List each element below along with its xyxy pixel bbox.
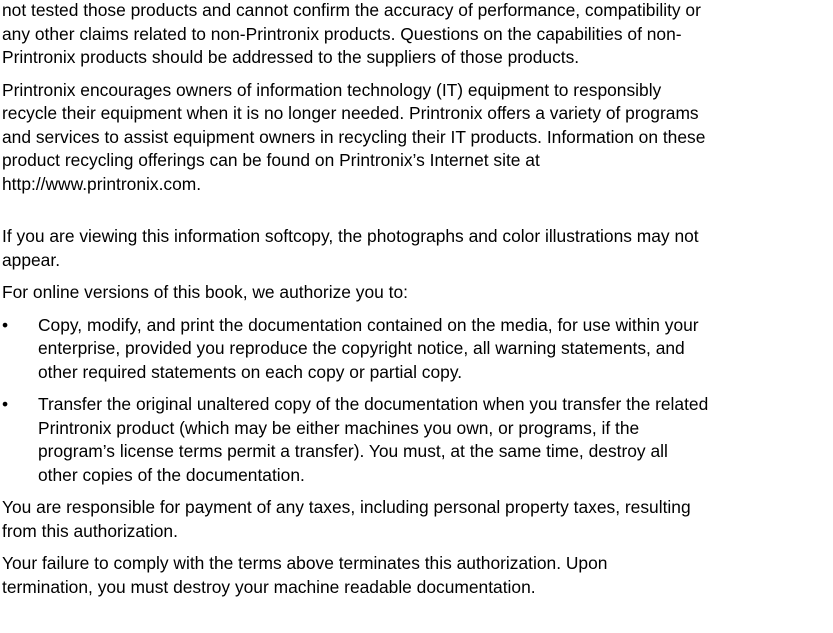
text-line: Printronix product (which may be either machines you own, or programs, if the — [38, 417, 640, 438]
text-line: not tested those products and cannot confirm the accuracy of performance, compatibility or — [2, 0, 701, 20]
text-line: Transfer the original unaltered copy of the documentation when you transfer the related — [38, 394, 709, 414]
text-line: program’s license terms permit a transfer). You must, at the same time, destroy all — [38, 441, 668, 461]
paragraph-taxes — [2, 496, 833, 543]
list-item — [2, 314, 833, 385]
text-line: any other claims related to non-Printronix products. Questions on the capabilities of non- — [2, 23, 682, 44]
text-line: recycle their equipment when it is no longer needed. Printronix offers a variety of programs — [2, 103, 699, 123]
text-line: You are responsible for payment of any taxes, including personal property taxes, resulting — [2, 497, 691, 517]
text-line: For online versions of this book, we authorize you to: — [2, 282, 408, 302]
list-item — [2, 393, 833, 487]
text-line: Printronix encourages owners of information technology (IT) equipment to responsibly — [2, 79, 662, 100]
paragraph-online-authorization — [2, 281, 833, 305]
text-line: termination, you must destroy your machine readable documentation. — [2, 576, 536, 597]
text-line: other required statements on each copy or partial copy. — [38, 361, 463, 382]
paragraph-softcopy-notice — [2, 225, 833, 272]
text-line: and services to assist equipment owners in recycling their IT products. Information on these — [2, 126, 706, 147]
text-line: product recycling offerings can be found on Printronix’s Internet site at — [2, 150, 540, 170]
text-line: Your failure to comply with the terms above terminates this authorization. Upon — [2, 553, 608, 573]
text-line: Printronix products should be addressed to the suppliers of those products. — [2, 47, 580, 67]
text-line: If you are viewing this information softcopy, the photographs and color illustrations may not — [2, 226, 699, 246]
authorization-list — [2, 314, 833, 488]
text-line: from this authorization. — [2, 520, 178, 541]
paragraph-third-party-claims — [2, 0, 833, 70]
text-line: http://www.printronix.com. — [2, 173, 202, 194]
text-line: enterprise, provided you reproduce the copyright notice, all warning statements, and — [38, 338, 685, 358]
document-page — [2, 0, 833, 599]
bullet-icon: • — [2, 394, 9, 414]
bullet-icon: • — [2, 314, 9, 335]
paragraph-recycling — [2, 79, 833, 197]
paragraph-termination — [2, 552, 833, 599]
text-line: appear. — [2, 249, 61, 270]
text-line: Copy, modify, and print the documentation contained on the media, for use within your — [38, 314, 699, 335]
text-line: other copies of the documentation. — [38, 464, 305, 485]
